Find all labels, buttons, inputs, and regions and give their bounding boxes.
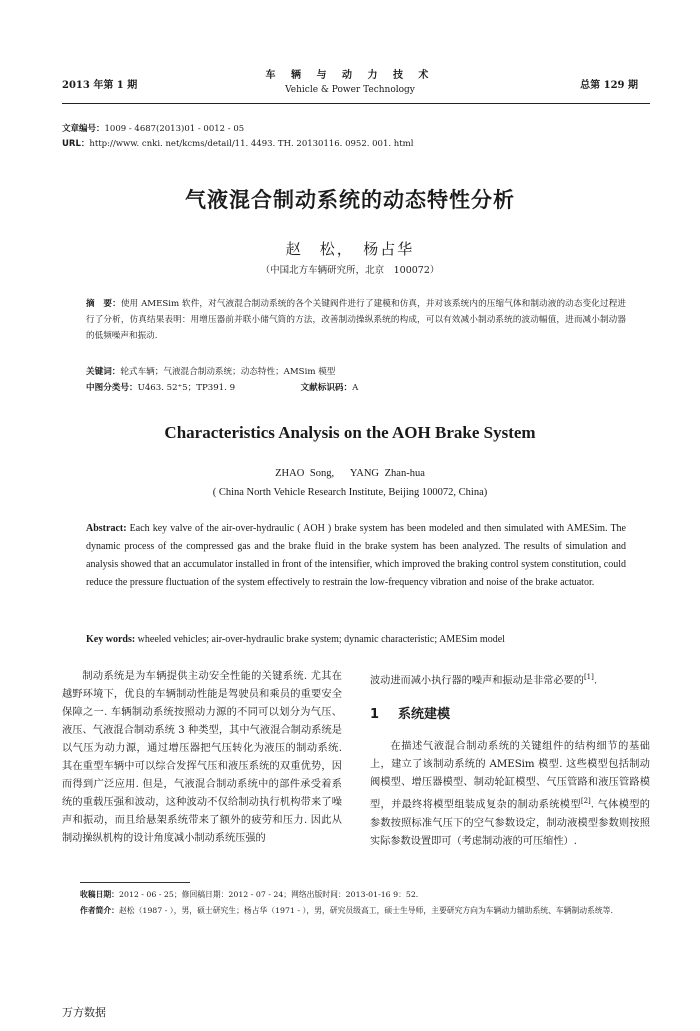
url-label: URL： — [62, 139, 90, 149]
keywords-cn-text: 轮式车辆；气液混合制动系统；动态特性；AMSim 模型 — [120, 367, 336, 377]
keywords-en-text: wheeled vehicles; air-over-hydraulic brake system; dynamic characteristic; AMESim model — [135, 634, 505, 645]
abstract-cn — [86, 296, 626, 344]
section-title: 系统建模 — [398, 707, 451, 723]
watermark: 万方数据 — [62, 1006, 106, 1019]
abstract-en-text: Each key valve of the air-over-hydraulic ( AOH ) brake system has been modeled and then simulated with AMESim. The dynamic process of the compressed gas and the brake fluid in the brake system has been analyzed. The results of simulation and analysis showed that an accumulator installed in front of the intensifier, which improved the braking control system constitution, could reduce the pressure fluctuation of the system effectively to restrain the low-frequency vibration and noise of the brake actuator. — [86, 523, 626, 588]
footnote-bio — [80, 904, 650, 918]
classification — [86, 380, 626, 396]
intro-continuation: 波动进而减小执行器的噪声和振动是非常必要的[1]. — [370, 673, 598, 687]
keywords-cn — [86, 364, 626, 380]
article-number-value: 1009 - 4687(2013)01 - 0012 - 05 — [104, 124, 245, 134]
abstract-cn-text: 使用 AMESim 软件，对气液混合制动系统的各个关键阀件进行了建模和仿真，并对该系统内的压缩气体和制动液的动态变化过程进行了分析，仿真结果表明：用增压器前并联小储气筒的方法，改善制动操纵系统的构成，可以有效减小制动系统的波动幅值，进而减小制动器的低频噪声和振动. — [86, 299, 626, 341]
keywords-en-label: Key words: — [86, 634, 136, 645]
title-en: Characteristics Analysis on the AOH Brake System — [164, 423, 536, 442]
dates-label: 收稿日期： — [80, 890, 119, 899]
section-number: 1 — [370, 707, 380, 723]
bio-label: 作者简介： — [80, 906, 119, 915]
keywords-cn-label: 关键词： — [86, 367, 121, 377]
doc-code-label: 文献标识码： — [300, 383, 353, 393]
footnote-rule — [80, 882, 190, 883]
section-heading-1 — [370, 706, 650, 724]
dates-value: 2012 - 06 - 25；修回稿日期：2012 - 07 - 24；网络出版时间：2013-01-16 9：52. — [118, 890, 419, 899]
clc-label: 中图分类号： — [86, 383, 138, 393]
abstract-en — [86, 520, 626, 592]
abstract-en-label: Abstract: — [86, 523, 127, 534]
title-cn: 气液混合制动系统的动态特性分析 — [185, 188, 515, 212]
article-url — [62, 137, 413, 151]
affiliation-en: ( China North Vehicle Research Institute, Beijing 100072, China) — [212, 487, 488, 498]
affiliation-cn: （中国北方车辆研究所，北京 100072） — [260, 265, 440, 276]
header-rule — [62, 103, 650, 104]
article-number — [62, 122, 244, 136]
bio-value: 赵松（1987 - ），男，硕士研究生；杨占华（1971 - ），男，研究员级高工，硕士生导师，主要研究方向为车辆动力辅助系统、车辆制动系统等. — [118, 906, 613, 915]
authors-en: ZHAO Song, YANG Zhan-hua — [275, 468, 425, 479]
body-column-left — [62, 668, 342, 848]
authors-cn: 赵 松， 杨占华 — [285, 240, 415, 258]
modeling-paragraph: 在描述气液混合制动系统的关键组件的结构细节的基础上，建立了该制动系统的 AMESim 模型. 这些模型包括制动阀模型、增压器模型、制动轮缸模型、气压管路和液压管路模型，并最终将模型组装成复杂的制动系统模型[2]. 气体模型的参数按照标准气压下的空气参数设定，制动液模型参数则按照实际参数设置即可（考虑制动液的可压缩性）. — [370, 741, 650, 847]
header-issue: 2013 年第 1 期 — [62, 80, 138, 91]
citation-2[interactable]: [2] — [580, 797, 591, 806]
body-column-right — [370, 668, 650, 851]
clc-value: U463. 52⁺5；TP391. 9 — [137, 383, 236, 393]
intro-paragraph: 制动系统是为车辆提供主动安全性能的关键系统. 尤其在越野环境下，优良的车辆制动性能是驾驶员和乘员的重要安全保障之一. 车辆制动系统按照动力源的不同可以划分为气压、液压、气液混合制动系统 3 种类型，其中气液混合制动系统是以气压为动力源，通过增压器把气压转化为液压的制动系统. 其在重型车辆中可以综合发挥气压和液压系统的双重优势，因而得到广泛应用. 但是，气液混合制动系统中的部件承受着系统的重载压强和波动，这种波动不仅给制动执行机构带来了噪声和振动，而且给悬架系统带来了额外的疲劳和压力. 因此从制动操纵机构的设计角度减小制动系统压强的 — [62, 671, 342, 844]
doc-code-value: A — [352, 383, 359, 393]
header-total-issue: 总第 129 期 — [580, 80, 638, 91]
header-journal-en: Vehicle & Power Technology — [285, 85, 415, 95]
url-value[interactable]: http://www. cnki. net/kcms/detail/11. 4493. TH. 20130116. 0952. 001. html — [89, 139, 414, 149]
abstract-cn-label: 摘 要： — [86, 299, 121, 309]
article-number-label: 文章编号： — [62, 124, 105, 134]
citation-1[interactable]: [1] — [583, 673, 594, 681]
header-journal-cn: 车 辆 与 动 力 技 术 — [265, 70, 435, 81]
keywords-en — [86, 631, 626, 649]
footnote-dates — [80, 888, 650, 902]
